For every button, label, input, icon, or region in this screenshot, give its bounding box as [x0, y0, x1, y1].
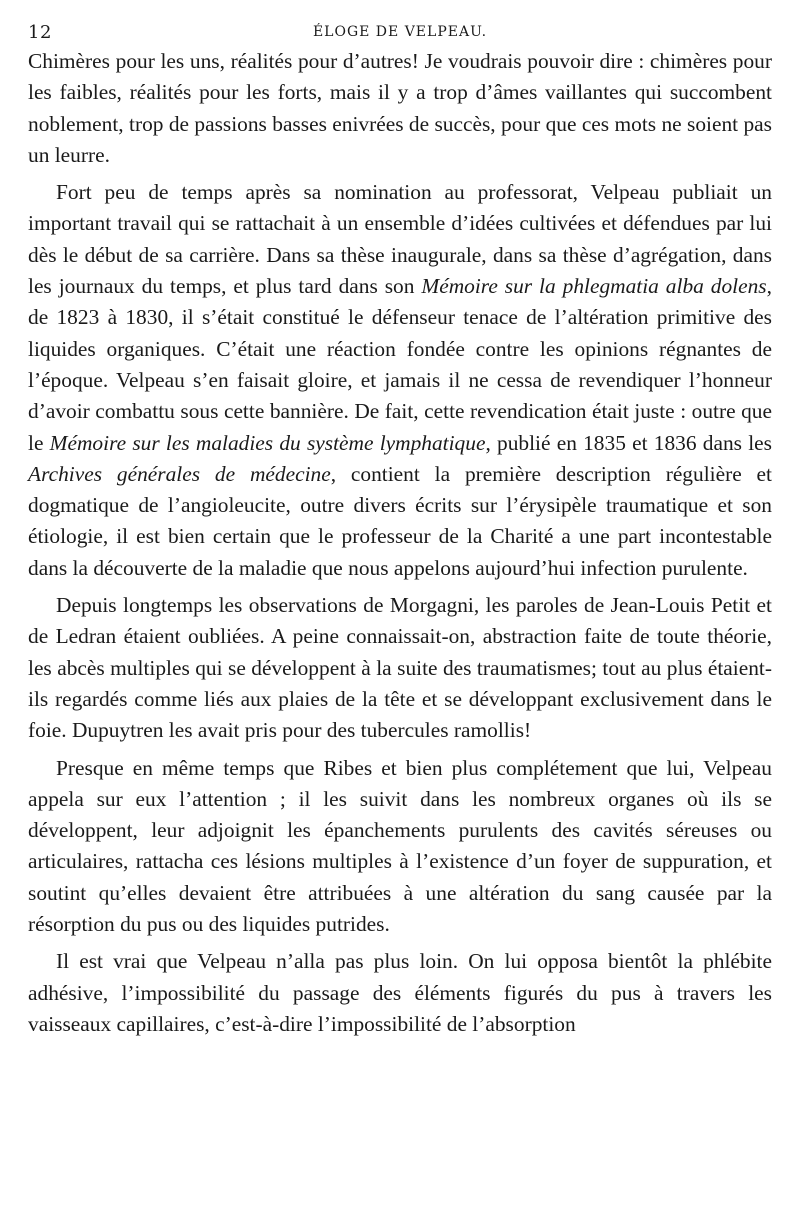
- italic-title-systeme-lymphatique: Mémoire sur les maladies du système lymphatique: [49, 430, 486, 455]
- paragraph-text: Fort peu de temps après sa nomination au professorat, Velpeau publiait un important travail qui se rattachait à un ensemble d’idées cultivées et défendues par lui dès le début de sa carrière. Dans sa thèse inaugurale, dans sa thèse d’agrégation, dans les journaux du temps, et plus tard dans son: [28, 180, 772, 299]
- paragraph-text: Depuis longtemps les observations de Morgagni, les paroles de Jean-Louis Petit et de Ledran étaient oubliées. A peine connaissait-on, abstraction faite de toute théorie, les abcès multiples qui se développent à la suite des traumatismes; tout au plus étaient-ils regardés comme liés aux plaies de la tête et se développant exclusivement dans le foie. Dupuytren les avait pris pour des tubercules ramollis!: [28, 593, 772, 743]
- paragraph-3: [28, 590, 772, 746]
- running-head: [28, 20, 772, 46]
- paragraph-text: , de 1823 à 1830, il s’était constitué le défenseur tenace de l’altération primitive des liquides organiques. C’était une réaction fondée contre les opinions régnantes de l’époque. Velpeau s’en faisait gloire, et jamais il ne cessa de revendiquer l’honneur d’avoir combattu sous cette bannière. De fait, cette revendication était juste : outre que le: [28, 274, 772, 455]
- paragraph-1: [28, 46, 772, 171]
- running-title: ÉLOGE DE VELPEAU.: [312, 24, 488, 40]
- italic-title-phlegmatia: Mémoire sur la phlegmatia alba dolens: [421, 274, 767, 299]
- paragraph-5: [28, 946, 772, 1040]
- paragraph-2: [28, 177, 772, 584]
- paragraph-text: , publié en 1835 et 1836 dans les: [485, 430, 772, 455]
- paragraph-text: , contient la première description régulière et dogmatique de l’angioleucite, outre divers écrits sur l’érysipèle traumatique et son étiologie, il est bien certain que le professeur de la Charité a une part incontestable dans la découverte de la maladie que nous appelons aujourd’hui infection purulente.: [28, 461, 772, 580]
- body-text: [28, 46, 772, 1040]
- paragraph-4: [28, 753, 772, 941]
- italic-title-archives: Archives générales de médecine: [28, 461, 331, 486]
- page-number: 12: [28, 22, 52, 43]
- paragraph-text: Il est vrai que Velpeau n’alla pas plus loin. On lui opposa bientôt la phlébite adhésive, l’impossibilité du passage des éléments figurés du pus à travers les vaisseaux capillaires, c’est-à-dire l’impossibilité de l’absorption: [28, 949, 772, 1036]
- paragraph-text: Presque en même temps que Ribes et bien plus complétement que lui, Velpeau appela sur eux l’attention ; il les suivit dans les nombreux organes où ils se développent, leur adjoignit les épanchements purulents des cavités séreuses ou articulaires, rattacha ces lésions multiples à l’existence d’un foyer de suppuration, et soutint qu’elles devaient être attribuées à une altération du sang causée par la résorption du pus ou des liquides putrides.: [28, 755, 772, 937]
- document-page: [28, 20, 772, 1210]
- paragraph-text: Chimères pour les uns, réalités pour d’autres! Je voudrais pouvoir dire : chimères pour les faibles, réalités pour les forts, mais il y a trop d’âmes vaillantes qui succombent noblement, trop de passions basses enivrées de succès, pour que ces mots ne soient pas un leurre.: [28, 49, 772, 167]
